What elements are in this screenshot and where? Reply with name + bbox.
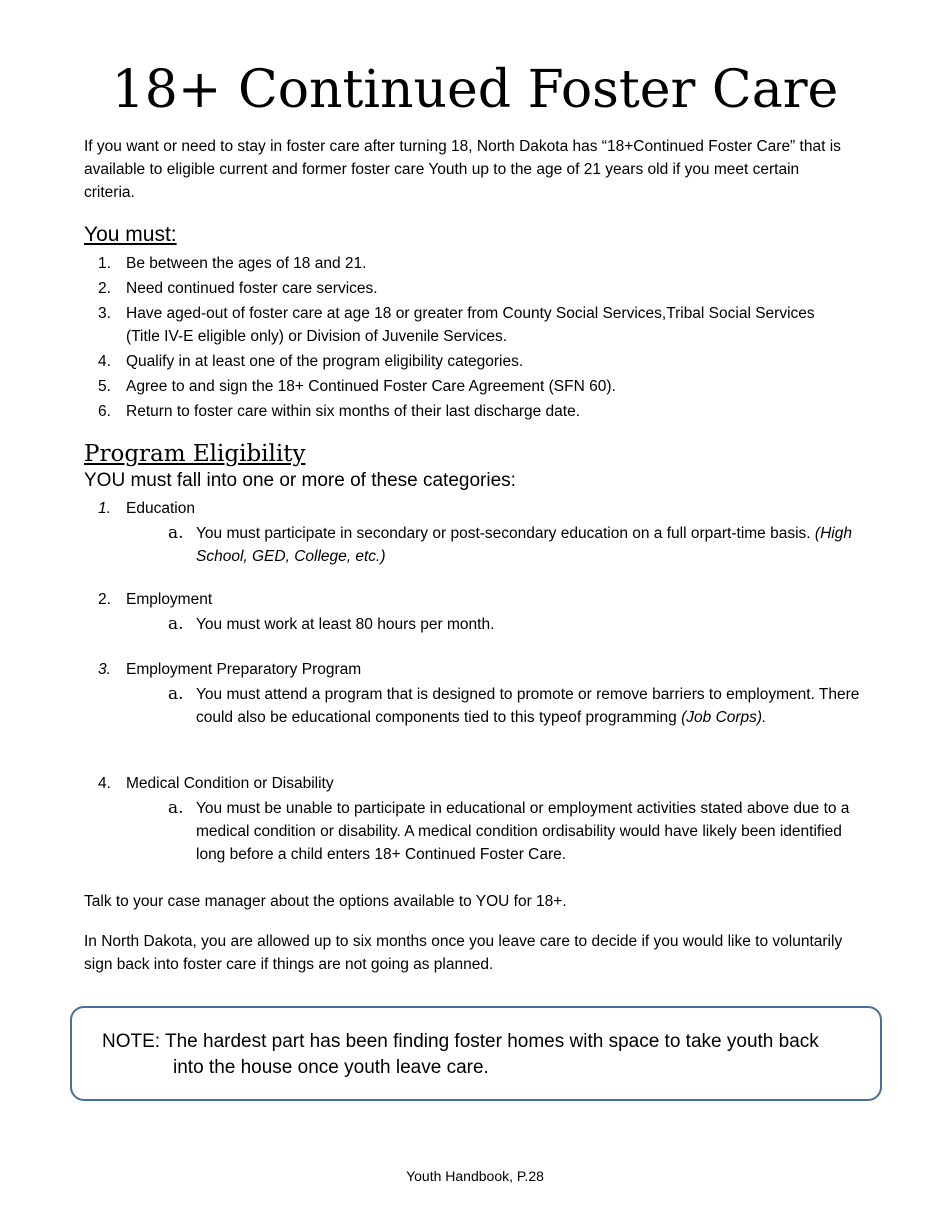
list-item: 2. Need continued foster care services.: [98, 280, 378, 297]
list-item: 3. Have aged-out of foster care at age 18 or greater from County Social Services,Tribal Social Services (Title IV-E eligible only) or Division of Juvenile Services.: [98, 305, 815, 345]
you-must-heading: You must:: [84, 223, 177, 246]
category-employment-preparatory: 3. Employment Preparatory Program a. You must attend a program that is designed to promote or remove barriers to employment. There could also be educational components tied to this typeof programming (Job Corps).: [98, 661, 860, 726]
list-item: 4. Qualify in at least one of the program eligibility categories.: [98, 353, 524, 370]
category-education: 1. Education a. You must participate in secondary or post-secondary education on a full orpart-time basis. (High School, GED, College, etc.): [98, 500, 852, 565]
list-item: 5. Agree to and sign the 18+ Continued Foster Care Agreement (SFN 60).: [98, 378, 616, 395]
category-employment: 2. Employment a. You must work at least 80 hours per month.: [98, 591, 495, 634]
note-text: NOTE: The hardest part has been finding foster homes with space to take youth back into the house once youth leave care.: [102, 1031, 819, 1078]
list-item: 6. Return to foster care within six months of their last discharge date.: [98, 403, 581, 420]
category-title: Employment: [126, 591, 213, 608]
category-title: Education: [126, 500, 195, 517]
note-box: [70, 1006, 882, 1101]
eligibility-subheading: YOU must fall into one or more of these categories:: [84, 470, 516, 491]
requirements-list: [84, 252, 824, 425]
list-item: 1. Be between the ages of 18 and 21.: [98, 255, 367, 272]
page-title: 18+ Continued Foster Care: [111, 60, 839, 120]
program-eligibility-heading: Program Eligibility: [84, 441, 306, 467]
intro-paragraph: If you want or need to stay in foster care after turning 18, North Dakota has “18+Continued Foster Care” that is available to eligible current and former foster care Youth up to the age of 21 years old if you meet certain criteria.: [84, 138, 841, 201]
category-title: Medical Condition or Disability: [126, 775, 334, 792]
talk-paragraph: Talk to your case manager about the options available to YOU for 18+.: [84, 893, 567, 910]
category-title: Employment Preparatory Program: [126, 661, 362, 678]
page-footer: Youth Handbook, P.28: [406, 1168, 544, 1184]
north-dakota-paragraph: In North Dakota, you are allowed up to six months once you leave care to decide if you would like to voluntarily sign back into foster care if things are not going as planned.: [84, 933, 843, 973]
category-medical: 4. Medical Condition or Disability a. You must be unable to participate in educational or employment activities stated above due to a medical condition or disability. A medical condition ordisability would have likely been identified long before a child enters 18+ Continued Foster Care.: [98, 775, 850, 863]
